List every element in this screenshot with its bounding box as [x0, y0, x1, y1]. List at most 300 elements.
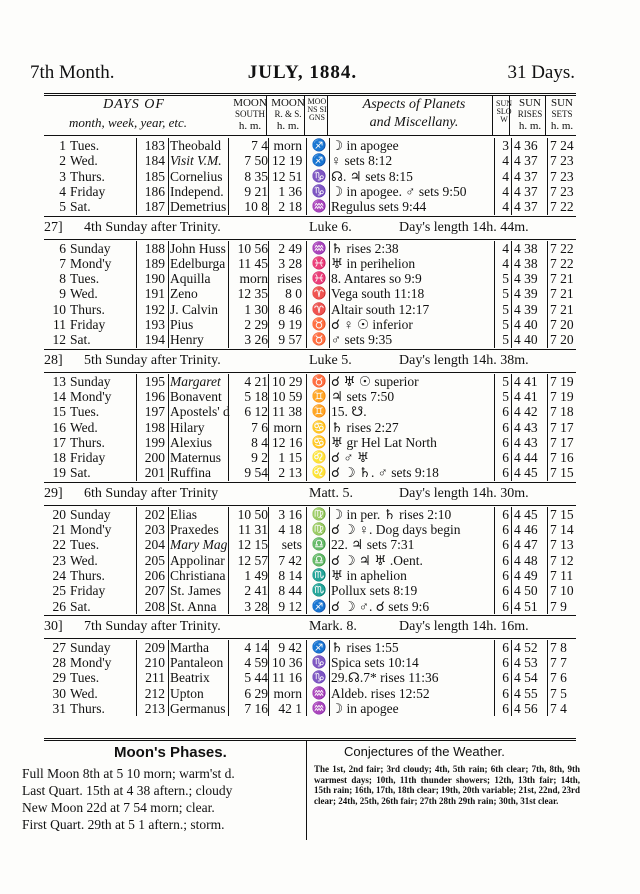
sun-sets-units: h. m.	[550, 120, 574, 132]
year-day: 185	[144, 168, 165, 184]
sun-sets: 7 14	[550, 522, 574, 537]
sun-sets-header: SUN	[550, 97, 573, 109]
weekday: Sunday	[70, 240, 111, 256]
year-day: 195	[144, 373, 165, 389]
column-line	[306, 138, 307, 215]
moon-rise-set: 9 42	[278, 639, 302, 655]
column-line	[268, 640, 269, 717]
page-title: JULY, 1884.	[247, 62, 358, 83]
sun-sets: 7 22	[550, 255, 574, 271]
saint-name: Independ.	[170, 183, 224, 199]
weekday: Mond'y	[70, 522, 112, 537]
year-day: 198	[144, 419, 165, 435]
column-line	[268, 507, 269, 614]
day-number: 7	[59, 255, 66, 271]
moon-south: 11 31	[238, 522, 268, 537]
week-rule	[44, 239, 576, 240]
aspect-text: ♅ in aphelion	[331, 567, 407, 583]
column-line	[228, 507, 229, 614]
saint-name: Alexius	[170, 434, 212, 450]
sun-sets: 7 6	[550, 670, 567, 686]
moon-south: 3 28	[244, 598, 268, 614]
moon-south: 4 14	[244, 639, 268, 655]
weekday: Mond'y	[70, 655, 112, 671]
moon-south: 8 35	[244, 168, 268, 184]
moon-sign-icon: ♐	[311, 153, 327, 168]
moon-sign-icon: ♎	[311, 552, 327, 567]
column-line	[306, 507, 307, 614]
sun-rises: 4 56	[514, 701, 538, 716]
moon-sign-icon: ♐	[311, 138, 327, 152]
sun-rises: 4 52	[514, 639, 538, 655]
day-row	[44, 241, 576, 256]
column-line	[547, 138, 548, 215]
day-number: 6	[59, 240, 66, 256]
moon-south: 7 4	[251, 138, 268, 153]
moon-sign-icon: ♒	[311, 685, 327, 700]
sun-rises: 4 38	[514, 240, 538, 256]
saint-name: Beatrix	[170, 670, 210, 686]
aspect-text: Pollux sets 8:19	[331, 583, 418, 599]
week-rule	[44, 216, 576, 217]
moon-rise-set: 8 14	[278, 567, 302, 583]
saint-name: Theobald	[170, 138, 221, 153]
header-column-line	[509, 96, 510, 136]
year-day: 212	[144, 685, 165, 701]
sun-slow: 6	[502, 655, 509, 671]
sun-slow: 6	[502, 639, 509, 655]
day-row	[44, 701, 576, 716]
column-line	[547, 507, 548, 614]
saint-name: Martha	[170, 639, 209, 655]
weekday: Sat.	[70, 199, 91, 215]
sun-slow: 6	[502, 670, 509, 686]
sun-rises: 4 45	[514, 506, 538, 522]
moon-sign-icon: ♒	[311, 240, 327, 255]
sun-slow: 4	[502, 183, 509, 199]
sun-sets: 7 10	[550, 583, 574, 599]
moon-sign-icon: ♓	[311, 271, 327, 286]
aspect-text: ☌ ☽ ♃ ♅ .Oent.	[331, 552, 423, 568]
moon-rise-set: 8 0	[285, 286, 302, 302]
column-line	[268, 374, 269, 481]
year-day: 201	[144, 465, 165, 481]
sun-slow: 5	[502, 286, 509, 302]
weekday: Friday	[70, 317, 106, 332]
column-line	[168, 241, 169, 348]
aspect-text: 15. ☋.	[331, 404, 367, 420]
sun-slow: 6	[502, 567, 509, 583]
sun-slow: 4	[502, 255, 509, 271]
moon-south-units: h. m.	[238, 120, 262, 132]
sun-rises: 4 55	[514, 685, 538, 701]
year-day: 184	[144, 153, 165, 169]
column-line	[228, 241, 229, 348]
month-label: 7th Month.	[30, 62, 115, 83]
sun-rises: 4 43	[514, 434, 538, 450]
moon-rise-set: 3 28	[278, 255, 302, 271]
moon-rs-sub: R. & S.	[274, 109, 302, 119]
sun-rises: 4 36	[514, 138, 538, 153]
day-number: 16	[52, 419, 66, 435]
column-line	[494, 241, 495, 348]
aspect-text: ☌ ♀ ☉ inferior	[331, 317, 413, 332]
column-line	[168, 374, 169, 481]
sun-sets: 7 7	[550, 655, 567, 671]
moon-rise-set: morn	[273, 138, 302, 153]
day-number: 31	[52, 701, 66, 716]
saint-name: John Huss	[170, 240, 226, 256]
moon-south: 7 16	[244, 701, 268, 716]
sun-rises: 4 40	[514, 332, 538, 348]
day-number: 22	[52, 537, 66, 553]
moon-south: 6 12	[244, 404, 268, 420]
day-row	[44, 568, 576, 583]
moon-south: 4 59	[244, 655, 268, 671]
aspect-text: ☽ in apogee	[331, 138, 399, 153]
saint-name: Upton	[170, 685, 204, 701]
weekday: Sunday	[70, 373, 111, 389]
day-row	[44, 169, 576, 184]
moon-south: 10 8	[244, 199, 268, 215]
column-line	[136, 374, 137, 481]
moon-rise-set: 11 38	[272, 404, 302, 420]
sun-sets: 7 16	[550, 450, 574, 466]
sun-slow: 6	[502, 404, 509, 420]
moon-south: 6 29	[244, 685, 268, 701]
sun-slow: 4	[502, 168, 509, 184]
sun-sets: 7 17	[550, 419, 574, 435]
days-of-header: DAYS OF	[103, 97, 165, 112]
day-row	[44, 670, 576, 685]
moon-south-header: MOON	[233, 97, 267, 109]
day-row	[44, 404, 576, 419]
moon-sign-icon: ♎	[311, 537, 327, 552]
year-day: 193	[144, 317, 165, 332]
moon-rise-set: 10 36	[272, 655, 303, 671]
aspect-text: Vega south 11:18	[331, 286, 425, 302]
day-number: 29	[52, 670, 66, 686]
phase-full-moon: Full Moon 8th at 5 10 morn; warm'st d.	[22, 766, 235, 781]
sun-rises: 4 43	[514, 419, 538, 435]
year-day: 191	[144, 286, 165, 302]
weekday: Wed.	[70, 685, 98, 701]
day-number: 13	[52, 373, 66, 389]
weekday: Tues.	[70, 670, 100, 686]
sun-slow: 4	[502, 240, 509, 256]
year-day: 192	[144, 301, 165, 317]
year-day: 187	[144, 199, 165, 215]
moon-rise-set: 10 59	[272, 388, 303, 404]
day-row	[44, 302, 576, 317]
sun-rises: 4 37	[514, 183, 538, 199]
moon-sign-icon: ♐	[311, 598, 327, 613]
sun-rises: 4 37	[514, 153, 538, 169]
aspects-header: Aspects of Planets	[362, 97, 466, 112]
day-number: 26	[52, 598, 66, 614]
column-line	[494, 640, 495, 717]
year-day: 199	[144, 434, 165, 450]
sun-rises: 4 41	[514, 373, 538, 389]
sun-rises: 4 40	[514, 317, 538, 332]
aspect-text: ☌ ☽ ♄. ♂ sets 9:18	[331, 465, 439, 481]
column-line	[136, 640, 137, 717]
column-line	[511, 640, 512, 717]
column-line	[494, 374, 495, 481]
day-row	[44, 374, 576, 389]
sunday-title: 7th Sunday after Trinity.	[84, 618, 221, 634]
sunday-title: 5th Sunday after Trinity.	[84, 352, 221, 368]
moon-rise-set: 8 44	[278, 583, 302, 599]
moon-south-sub: SOUTH	[234, 109, 265, 119]
sun-sets: 7 19	[550, 373, 574, 389]
days-of-subheader: month, week, year, etc.	[68, 115, 188, 130]
day-number: 28	[52, 655, 66, 671]
aspect-text: ♅ gr Hel Lat North	[331, 434, 437, 450]
year-day: 186	[144, 183, 165, 199]
sunday-number: 29]	[44, 485, 63, 501]
column-line	[136, 241, 137, 348]
moon-rise-set: 12 51	[272, 168, 303, 184]
week-rule	[44, 505, 576, 506]
moon-rise-set: 1 36	[278, 183, 302, 199]
moon-south: 12 35	[237, 286, 268, 302]
day-number: 27	[52, 639, 66, 655]
phases-title: Moon's Phases.	[114, 744, 227, 761]
moon-sign-icon: ♍	[311, 522, 327, 536]
page-header	[30, 62, 575, 88]
column-line	[228, 640, 229, 717]
column-line	[168, 507, 169, 614]
sun-rises: 4 51	[514, 598, 538, 614]
day-number: 3	[59, 168, 66, 184]
moon-south: 1 49	[244, 567, 268, 583]
sunday-title: 4th Sunday after Trinity.	[84, 219, 221, 235]
sun-slow: 4	[502, 153, 509, 169]
year-day: 207	[144, 583, 165, 599]
sun-sets: 7 21	[550, 271, 574, 287]
moon-sign-icon: ♓	[311, 255, 327, 270]
year-day: 204	[144, 537, 165, 553]
day-number: 24	[52, 567, 66, 583]
moon-rise-set: morn	[273, 685, 302, 701]
column-line	[547, 374, 548, 481]
sun-rises: 4 38	[514, 255, 538, 271]
sun-sets: 7 9	[550, 598, 567, 614]
column-line	[511, 241, 512, 348]
year-day: 183	[144, 138, 165, 153]
moons-signs-header: MOONS SIGNS	[307, 97, 327, 122]
header-column-line	[492, 96, 493, 136]
moon-sign-icon: ♌	[311, 465, 327, 480]
aspect-text: ♅ in perihelion	[331, 255, 416, 271]
saint-name: Christiana	[170, 567, 226, 583]
sun-sets: 7 15	[550, 465, 574, 481]
sun-rises: 4 39	[514, 301, 538, 317]
footer-divider	[306, 740, 307, 840]
moon-south: 3 26	[244, 332, 268, 348]
sun-slow: 5	[502, 373, 509, 389]
column-line	[329, 507, 330, 614]
moon-south: 7 50	[244, 153, 268, 169]
aspect-text: ♃ sets 7:50	[331, 388, 395, 404]
year-day: 194	[144, 332, 165, 348]
day-row	[44, 537, 576, 552]
aspect-text: 29.☊.7* rises 11:36	[331, 670, 439, 686]
sunday-gospel: Mark. 8.	[309, 618, 357, 634]
moon-rise-set: 7 42	[278, 552, 302, 568]
saint-name: Appolinar	[170, 552, 225, 568]
phase-last-quarter: Last Quart. 15th at 4 38 aftern.; cloudy	[22, 783, 233, 798]
sun-rises: 4 41	[514, 388, 538, 404]
day-row	[44, 389, 576, 404]
day-row	[44, 553, 576, 568]
moon-rise-set: 9 57	[278, 332, 302, 348]
saint-name: Edelburga	[170, 255, 226, 271]
sun-slow: 3	[502, 138, 509, 153]
sun-sets: 7 8	[550, 639, 567, 655]
column-line	[547, 241, 548, 348]
moon-south: 4 21	[244, 373, 268, 389]
header-column-line	[304, 96, 305, 136]
saint-name: Henry	[170, 332, 204, 348]
moon-sign-icon: ♐	[311, 639, 327, 654]
sun-rises: 4 53	[514, 655, 538, 671]
sunday-gospel: Matt. 5.	[309, 485, 353, 501]
weekday: Wed.	[70, 552, 98, 568]
day-row	[44, 640, 576, 655]
day-row	[44, 256, 576, 271]
sunday-gospel: Luke 6.	[309, 219, 352, 235]
phase-first-quarter: First Quart. 29th at 5 1 aftern.; storm.	[22, 817, 225, 832]
saint-name: Pius	[170, 317, 194, 332]
day-length: Day's length 14h. 16m.	[399, 618, 529, 634]
moon-south: 12 15	[237, 537, 268, 553]
sun-sets: 7 23	[550, 153, 574, 169]
year-day: 202	[144, 506, 165, 522]
year-day: 203	[144, 522, 165, 537]
week-rule	[44, 372, 576, 373]
moon-south: 9 2	[251, 450, 268, 466]
day-number: 8	[59, 271, 66, 287]
day-number: 1	[59, 138, 66, 153]
aspect-text: Spica sets 10:14	[331, 655, 419, 671]
column-line	[511, 374, 512, 481]
moon-sign-icon: ♉	[311, 332, 327, 347]
moon-south: 12 57	[237, 552, 268, 568]
column-line	[228, 138, 229, 215]
saint-name: Elias	[170, 506, 197, 522]
sun-slow: 6	[502, 552, 509, 568]
moon-sign-icon: ♉	[311, 373, 327, 388]
sun-slow: 6	[502, 583, 509, 599]
saint-name: J. Calvin	[170, 301, 219, 317]
sun-sets: 7 23	[550, 183, 574, 199]
sun-rises: 4 47	[514, 537, 538, 553]
moon-sign-icon: ♑	[311, 655, 327, 670]
day-number: 20	[52, 506, 66, 522]
year-day: 213	[144, 701, 165, 716]
weekday: Thurs.	[70, 701, 105, 716]
aspect-text: 8. Antares so 9:9	[331, 271, 422, 287]
saint-name: Cornelius	[170, 168, 223, 184]
sunday-number: 30]	[44, 618, 63, 634]
day-number: 19	[52, 465, 66, 481]
sun-slow: 6	[502, 598, 509, 614]
weekday: Tues.	[70, 138, 100, 153]
day-number: 21	[52, 522, 66, 537]
sun-sets: 7 22	[550, 199, 574, 215]
day-length: Day's length 14h. 38m.	[399, 352, 529, 368]
sun-sets: 7 24	[550, 138, 574, 153]
year-day: 188	[144, 240, 165, 256]
column-headers	[44, 96, 576, 136]
aspect-text: ♂ sets 9:35	[331, 332, 393, 348]
sun-slow: 4	[502, 199, 509, 215]
sun-sets: 7 4	[550, 701, 567, 716]
day-number: 17	[52, 434, 66, 450]
moon-sign-icon: ♊	[311, 388, 327, 403]
moon-rs-header: MOON	[271, 97, 305, 109]
moon-south: 2 41	[244, 583, 268, 599]
sun-sets: 7 18	[550, 404, 574, 420]
sunday-heading	[44, 619, 576, 635]
weekday: Tues.	[70, 271, 100, 287]
sun-slow: 6	[502, 434, 509, 450]
saint-name: Ruffina	[170, 465, 211, 481]
moon-sign-icon: ♌	[311, 450, 327, 465]
moon-sign-icon: ♑	[311, 670, 327, 685]
saint-name: Maternus	[170, 450, 221, 466]
sun-rises: 4 39	[514, 286, 538, 302]
column-line	[168, 138, 169, 215]
sun-rises-header: SUN	[518, 97, 541, 109]
moon-rise-set: rises	[277, 271, 302, 287]
aspect-text: ☌ ♅ ☉ superior	[331, 373, 419, 389]
day-number: 5	[59, 199, 66, 215]
saint-name: Margaret	[170, 373, 221, 389]
moon-sign-icon: ♉	[311, 317, 327, 331]
sun-sets: 7 23	[550, 168, 574, 184]
phase-new-moon: New Moon 22d at 7 54 morn; clear.	[22, 800, 215, 815]
moon-south: 7 6	[251, 419, 268, 435]
sun-rises: 4 50	[514, 583, 538, 599]
sun-sets: 7 5	[550, 685, 567, 701]
moon-sign-icon: ♈	[311, 286, 327, 301]
sun-sets: 7 11	[550, 567, 574, 583]
column-line	[329, 640, 330, 717]
day-row	[44, 522, 576, 537]
day-row	[44, 465, 576, 480]
moon-rise-set: 1 15	[278, 450, 302, 466]
column-line	[268, 241, 269, 348]
day-row	[44, 153, 576, 168]
sun-rises-units: h. m.	[518, 120, 542, 132]
day-number: 14	[52, 388, 66, 404]
saint-name: Mary Mag	[170, 537, 228, 553]
day-number: 18	[52, 450, 66, 466]
weekday: Thurs.	[70, 567, 105, 583]
moon-south: 11 45	[238, 255, 268, 271]
weekday: Sat.	[70, 598, 91, 614]
sun-slow: 6	[502, 419, 509, 435]
saint-name: Zeno	[170, 286, 198, 302]
moon-rise-set: 11 16	[272, 670, 302, 686]
sun-slow: 6	[502, 506, 509, 522]
column-line	[136, 507, 137, 614]
column-line	[306, 640, 307, 717]
weekday: Wed.	[70, 419, 98, 435]
